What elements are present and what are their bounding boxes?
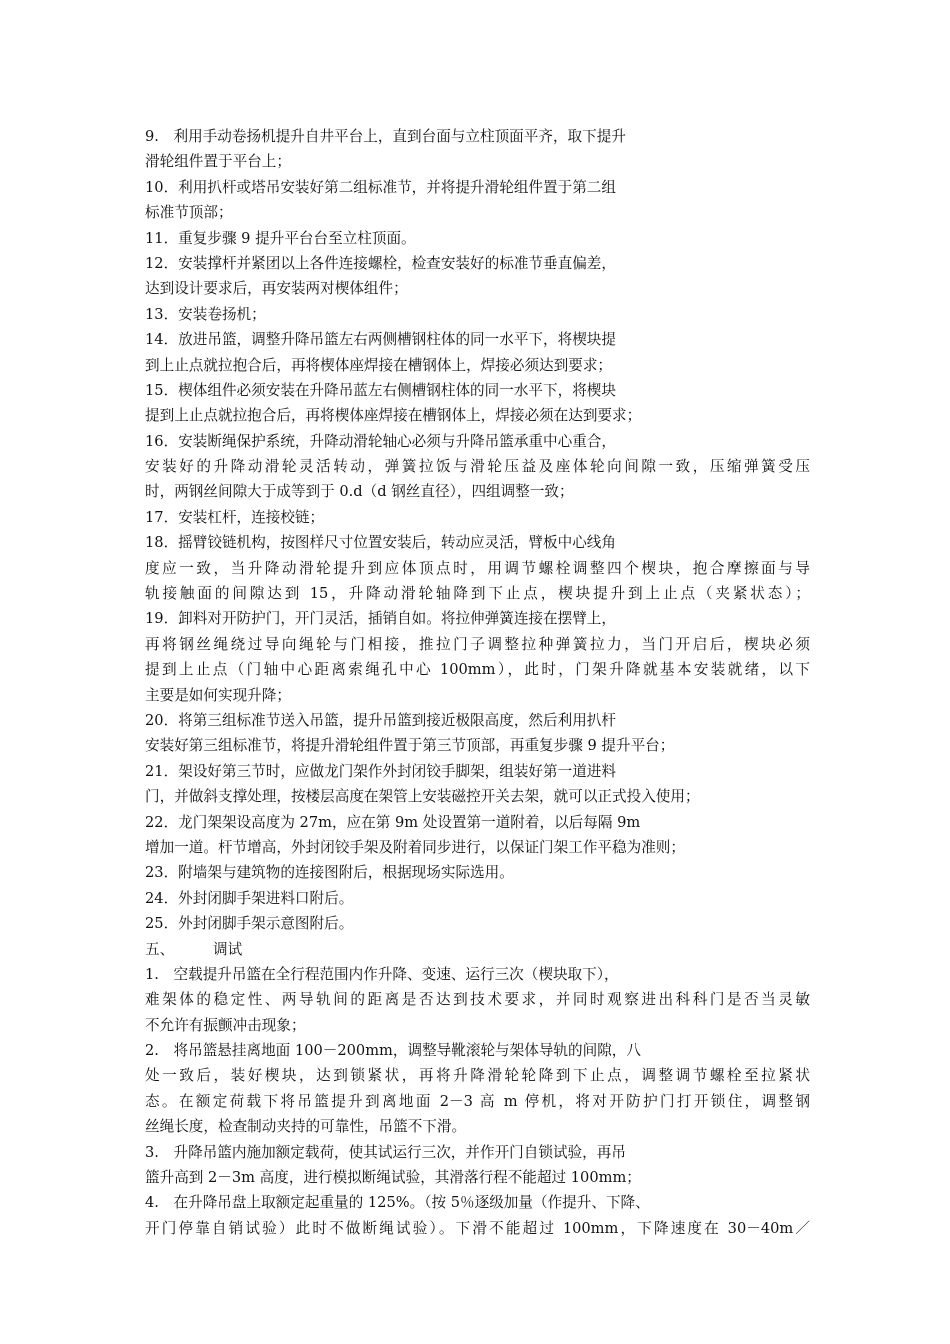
text-line: 开门停靠自销试验）此时不做断绳试验）。下滑不能超过 100mm，下降速度在 30－40m／ <box>145 1219 810 1237</box>
text-line: 度应一致，当升降动滑轮提升到应体顶点时，用调节螺栓调整四个楔块，抱合摩擦面与导 <box>145 559 810 577</box>
text-line: 3. 升降吊篮内施加额定载荷，使其试运行三次，并作开门自锁试验，再吊 <box>145 1143 626 1161</box>
text-line: 18．摇臂铰链机构，按图样尺寸位置安装后，转动应灵活，臂板中心线角 <box>145 534 616 552</box>
text-line: 提到上止点（门轴中心距离索绳孔中心 100mm），此时，门架升降就基本安装就绪，以下 <box>145 661 810 679</box>
text-line: 16．安装断绳保护系统，升降动滑轮轴心必须与升降吊篮承重中心重合， <box>145 432 616 450</box>
text-line: 滑轮组件置于平台上； <box>145 153 291 171</box>
text-line: 10．利用扒杆或塔吊安装好第二组标准节，并将提升滑轮组件置于第二组 <box>145 178 616 196</box>
text-line: 11．重复步骤 9 提升平台台至立柱顶面。 <box>145 229 416 247</box>
text-line: 14．放进吊篮，调整升降吊篮左右两侧槽钢柱体的同一水平下，将楔块提 <box>145 331 616 349</box>
text-line: 13．安装卷扬机； <box>145 305 266 323</box>
text-line: 9. 利用手动卷扬机提升自井平台上，直到台面与立柱顶面平齐，取下提升 <box>145 128 626 145</box>
text-line: 主要是如何实现升降； <box>145 686 291 704</box>
text-line: 达到设计要求后，再安装两对楔体组件； <box>145 280 408 298</box>
text-line: 丝绳长度，检查制动夹持的可靠性，吊篮不下滑。 <box>145 1118 467 1136</box>
text-line: 1. 空载提升吊篮在全行程范围内作升降、变速、运行三次（楔块取下）， <box>145 965 619 983</box>
text-line: 19．卸料对开防护门，开门灵活，插销自如。将拉伸弹簧连接在摆臂上， <box>145 610 616 628</box>
text-line: 12．安装撑杆并紧团以上各件连接螺栓，检查安装好的标准节垂直偏差， <box>145 254 616 272</box>
text-line: 2. 将吊篮悬挂离地面 100－200mm，调整导靴滚轮与架体导轨的间隙，八 <box>145 1042 641 1060</box>
section-number: 五、 <box>145 940 175 958</box>
text-line: 不允许有振颤冲击现象； <box>145 1016 306 1034</box>
text-line: 23．附墙架与建筑物的连接图附后，根据现场实际选用。 <box>145 864 514 882</box>
text-line: 21．架设好第三节时，应做龙门架作外封闭铰手脚架，组装好第一道进料 <box>145 762 616 780</box>
text-line: 门，并做斜支撑处理，按楼层高度在架管上安装磁控开关去架，就可以正式投入使用； <box>145 788 700 806</box>
text-line: 25．外封闭脚手架示意图附后。 <box>145 915 354 933</box>
text-line: 4. 在升降吊盘上取额定起重量的 125%。（按 5％逐级加量（作提升、下降、 <box>145 1194 650 1212</box>
text-line: 再将钢丝绳绕过导向绳轮与门相接，推拉门子调整拉种弹簧拉力，当门开启后，楔块必须 <box>145 635 810 653</box>
text-line: 22．龙门架架设高度为 27m，应在第 9m 处设置第一道附着，以后每隔 9m <box>145 813 641 831</box>
text-line: 难架体的稳定性、两导轨间的距离是否达到技术要求，并同时观察进出科科门是否当灵敏 <box>145 991 810 1009</box>
text-line: 提到上止点就拉抱合后，再将楔体座焊接在槽钢体上，焊接必须在达到要求； <box>145 407 642 425</box>
text-line: 轨接触面的间隙达到 15，升降动滑轮轴降到下止点，楔块提升到上止点（夹紧状态）； <box>145 585 810 603</box>
text-line: 时，两钢丝间隙大于成等到于 0.d（d 钢丝直径），四组调整一致； <box>145 483 574 501</box>
text-line: 态。在额定荷载下将吊篮提升到离地面 2－3 高 m 停机，将对开防护门打开锁住，调整钢 <box>145 1092 810 1110</box>
installation-steps <box>145 124 810 937</box>
text-line: 安装好的升降动滑轮灵活转动，弹簧拉饭与滑轮压益及座体轮向间隙一致，压缩弹簧受压 <box>145 458 810 476</box>
text-line: 15．楔体组件必须安装在升降吊蓝左右侧槽钢柱体的同一水平下，将楔块 <box>145 381 616 399</box>
text-line: 篮升高到 2－3m 高度，进行模拟断绳试验，其滑落行程不能超过 100mm； <box>145 1169 641 1187</box>
section-title: 调试 <box>213 940 243 958</box>
debugging-steps <box>145 962 810 1241</box>
text-line: 标准节顶部； <box>145 204 233 222</box>
text-line: 20．将第三组标准节送入吊篮，提升吊篮到接近极限高度，然后利用扒杆 <box>145 711 616 729</box>
text-line: 到上止点就拉抱合后，再将楔体座焊接在槽钢体上，焊接必须达到要求； <box>145 356 613 374</box>
document-body <box>145 124 810 1241</box>
section-heading <box>145 937 810 962</box>
text-line: 处一致后，装好楔块，达到锁紧状，再将升降滑轮轮降到下止点，调整调节螺栓至拉紧状 <box>145 1067 810 1085</box>
text-line: 17．安装杠杆，连接校链； <box>145 508 325 526</box>
text-line: 安装好第三组标准节，将提升滑轮组件置于第三节顶部，再重复步骤 9 提升平台； <box>145 737 675 755</box>
text-line: 24．外封闭脚手架进料口附后。 <box>145 889 354 907</box>
text-line: 增加一道。杆节增高，外封闭铰手架及附着同步进行，以保证门架工作平稳为准则； <box>145 838 685 856</box>
